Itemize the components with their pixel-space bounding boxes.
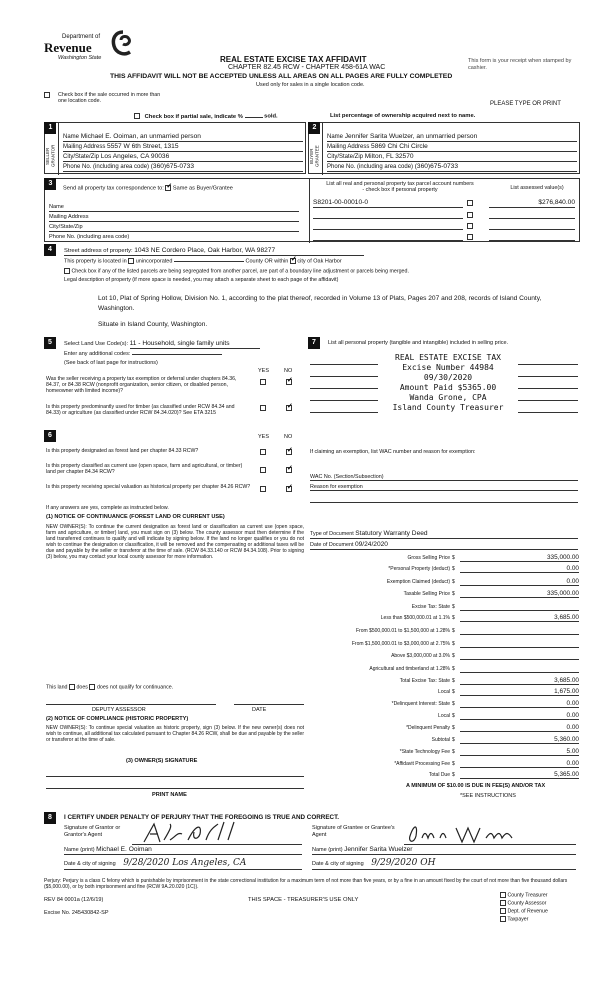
tax-row-value[interactable] xyxy=(460,652,579,660)
buyer-mail[interactable]: 5869 Chi Chi Circle xyxy=(371,143,428,150)
buyer-name-label: Name xyxy=(327,134,344,140)
tax-row xyxy=(310,724,580,733)
send-correspondence-label: Send all property tax correspondence to: xyxy=(63,185,164,192)
dollar-sign: $ xyxy=(452,604,455,610)
stamp-line-5: Wanda Grone, CPA xyxy=(409,393,487,402)
sold-label: sold. xyxy=(264,113,278,120)
tax-row xyxy=(310,736,580,745)
tax-row xyxy=(310,614,580,623)
street-address[interactable]: 1043 NE Cordero Place, Oak Harbor, WA 98277 xyxy=(134,247,276,254)
section-6-badge: 6 xyxy=(44,430,56,442)
owner-sig-label: (3) OWNER(S) SIGNATURE xyxy=(126,758,198,764)
tax-row-value[interactable]: 5.00 xyxy=(460,748,579,756)
date-doc-label: Date of Document xyxy=(310,542,354,548)
dollar-sign: $ xyxy=(452,566,455,572)
buyer-side-label: BUYER GRANTEE xyxy=(309,145,320,167)
sig-grantor-label: Signature of Grantor or Grantor's Agent xyxy=(64,825,121,838)
located-label: This property is located in xyxy=(64,258,127,265)
section-5-badge: 5 xyxy=(44,337,56,349)
form-title: REAL ESTATE EXCISE TAX AFFIDAVIT xyxy=(220,55,367,64)
copy-taxpayer-checkbox[interactable] xyxy=(500,916,506,922)
tax-row xyxy=(310,748,580,757)
county-field[interactable] xyxy=(174,261,244,262)
tax-row-value[interactable] xyxy=(460,640,579,648)
dollar-sign: $ xyxy=(452,725,455,731)
tax-row-label: Above $3,000,000 at 3.0% xyxy=(391,653,450,659)
seller-phone-label: Phone No. (including area code) xyxy=(63,164,150,170)
sec3-mail-label[interactable]: Mailing Address xyxy=(49,214,299,222)
additional-codes-label: Enter any additional codes: xyxy=(64,351,131,357)
s6-q1-no[interactable] xyxy=(286,449,292,455)
s5-q2-yes[interactable] xyxy=(260,405,266,411)
dollar-sign: $ xyxy=(452,615,455,621)
receipt-note: This form is your receipt when stamped by cashier. xyxy=(468,58,572,71)
grantee-date-label: Date & city of signing xyxy=(312,861,364,867)
copy-assessor: County Assessor xyxy=(507,900,547,907)
segregated-label: Check box if any of the listed parcels are being segregated from another parcel, are part of a boundary line adjustment or parcels being merged. xyxy=(71,268,409,275)
tax-row-value[interactable]: 0.00 xyxy=(460,712,579,720)
tax-row-label: Total Due xyxy=(428,772,450,778)
tax-row-label: From $1,500,000.01 to $3,000,000 at 2.75% xyxy=(351,641,450,647)
s6-no-header: NO xyxy=(284,434,293,440)
tax-row xyxy=(310,652,580,661)
s6-q3: Is this property receiving special valuation as historical property per chapter 84.26 RCW? xyxy=(46,484,251,490)
section-seller xyxy=(44,122,306,174)
s5-yes-header: YES xyxy=(258,368,270,374)
same-as-buyer-checkbox[interactable] xyxy=(165,185,171,191)
assessed-row-3[interactable] xyxy=(489,222,575,230)
tax-row-value[interactable] xyxy=(460,665,579,673)
buyer-city-label: City/State/Zip xyxy=(327,154,364,160)
rev-number: REV 84 0001a (12/6/19) xyxy=(44,897,104,903)
tax-row-label: Gross Selling Price xyxy=(407,555,450,561)
parcel-personal-checkbox-4[interactable] xyxy=(467,234,473,240)
tax-row-label: Subtotal xyxy=(431,737,450,743)
tax-row-label: *State Technology Fee xyxy=(399,749,450,755)
tax-row xyxy=(310,688,580,697)
seller-mail[interactable]: 5557 W 6th Street, 1315 xyxy=(107,143,179,150)
buyer-name[interactable]: Jennifer Sarita Wuelzer, an unmarried person xyxy=(344,133,478,140)
tax-row-value[interactable]: 3,685.00 xyxy=(460,614,579,622)
wac-label: WAC No. (Section/Subsection) xyxy=(310,474,384,480)
date-of-document[interactable]: 09/24/2020 xyxy=(354,541,388,548)
deputy-date-line[interactable] xyxy=(234,698,304,705)
tax-row xyxy=(310,554,580,563)
owner-sig-line[interactable] xyxy=(46,770,304,777)
tax-row-label: Local xyxy=(438,713,450,719)
county-or-label: County OR within xyxy=(245,258,289,265)
assessed-row-2[interactable] xyxy=(489,211,575,219)
s5-no-header: NO xyxy=(284,368,293,374)
s5-q1-yes[interactable] xyxy=(260,379,266,385)
dollar-sign: $ xyxy=(452,713,455,719)
seller-city-label: City/State/Zip xyxy=(63,154,100,160)
tax-row-label: *Affidavit Processing Fee xyxy=(394,761,450,767)
list-personal-label: List all personal property (tangible and intangible) included in selling price. xyxy=(328,340,509,346)
dor-swirl-icon xyxy=(110,30,136,58)
tax-row xyxy=(310,700,580,709)
tax-row-value[interactable]: 5,365.00 xyxy=(460,771,579,779)
tax-row-label: *Personal Property (deduct) xyxy=(388,566,450,572)
tax-row-label: *Delinquent Interest: State xyxy=(391,701,450,707)
parcel-personal-checkbox-1[interactable] xyxy=(467,200,473,206)
assessed-value[interactable]: $276,840.00 xyxy=(489,199,575,208)
perjury-text: Perjury: Perjury is a class C felony which is punishable by imprisonment in the state correctional institution for a maximum term of not more than five years, or by a fine in an amount fixed by the court of not more than five thousand dollars ($5,000.00), or by both imprisonment and fine (RCW 9A.20.020 (1C)). xyxy=(44,878,568,890)
parcel-row-3[interactable] xyxy=(313,222,463,230)
s6-q2: Is this property classified as current use (open space, farm and agricultural, or timber) land per chapter 84.34 RCW? xyxy=(46,463,243,476)
dollar-sign: $ xyxy=(452,701,455,707)
seller-name[interactable]: Michael E. Ooiman, an unmarried person xyxy=(80,133,201,140)
sec3-name-label[interactable]: Name xyxy=(49,204,299,212)
deputy-sig-line[interactable] xyxy=(46,698,216,705)
legal-label: Legal description of property (if more space is needed, you may attach a separate sheet to each page of the affidavit) xyxy=(64,277,339,283)
dollar-sign: $ xyxy=(452,641,455,647)
street-label: Street address of property: xyxy=(64,248,133,254)
unincorporated-checkbox[interactable] xyxy=(128,258,134,264)
tax-row xyxy=(310,603,580,612)
treasurer-space: THIS SPACE - TREASURER'S USE ONLY xyxy=(248,897,359,903)
does-not-label: does not qualify for continuance. xyxy=(96,684,174,691)
buyer-city[interactable]: Milton, FL 32570 xyxy=(364,153,414,160)
within-city-checkbox[interactable] xyxy=(290,258,296,264)
dollar-sign: $ xyxy=(452,689,455,695)
grantor-print-name[interactable]: Michael E. Ooiman xyxy=(96,846,152,853)
print-name-line[interactable] xyxy=(46,782,304,789)
dept-line1: Department of xyxy=(62,34,101,40)
assessed-header: List assessed value(s) xyxy=(510,185,564,191)
dor-logo xyxy=(44,34,144,70)
s5-q2-no[interactable] xyxy=(286,405,292,411)
parcel-row-2[interactable] xyxy=(313,211,463,219)
s6-q3-no[interactable] xyxy=(286,486,292,492)
dollar-sign: $ xyxy=(452,628,455,634)
parcel-personal-checkbox-2[interactable] xyxy=(467,212,473,218)
tax-row xyxy=(310,565,580,574)
section-5 xyxy=(44,337,306,427)
seller-phone[interactable]: (360)675-0733 xyxy=(150,163,194,170)
dollar-sign: $ xyxy=(452,761,455,767)
tax-row-value[interactable]: 335,000.00 xyxy=(460,590,579,598)
grantor-date-label: Date & city of signing xyxy=(64,861,116,867)
additional-codes-field[interactable] xyxy=(132,354,222,355)
partial-sale-label: Check box if partial sale, indicate % xyxy=(144,113,243,120)
dollar-sign: $ xyxy=(452,772,455,778)
seller-name-label: Name xyxy=(63,134,80,140)
section-3 xyxy=(44,178,580,242)
tax-row-value[interactable]: 0.00 xyxy=(460,565,579,573)
tax-row-value[interactable]: 0.00 xyxy=(460,578,579,586)
s6-q2-yes[interactable] xyxy=(260,467,266,473)
tax-row xyxy=(310,640,580,649)
copy-assessor-checkbox[interactable] xyxy=(500,900,506,906)
notice2-title: (2) NOTICE OF COMPLIANCE (HISTORIC PROPERTY) xyxy=(46,716,189,722)
excise-no: Excise No. 245430842-SP xyxy=(44,910,109,916)
copy-treasurer-checkbox[interactable] xyxy=(500,892,506,898)
notice1-text: NEW OWNER(S): To continue the current designation as forest land or classification as current use (open space, farm and agriculture, or timber) land, you must sign on (3) below. The county assessor must then determine if the land transferred continues to qualify and will indicate by signing below. If the land no longer qualifies or you do not wish to continue the designation or classification, it will be removed and the compensating or additional taxes will be due and payable by the seller or transferor at the time of sale. (RCW 84.33.140 or RCW 84.34.108). Prior to signing (3) below, you may contact your local county assessor for more information. xyxy=(46,524,304,560)
tax-row-value[interactable] xyxy=(460,627,579,635)
tax-row xyxy=(310,627,580,636)
grantor-name-label: Name (print) xyxy=(64,847,95,853)
grantee-signature xyxy=(404,820,534,846)
treasurer-stamp xyxy=(378,352,518,414)
s5-q2: Is this property predominantly used for timber (as classified under RCW 84.34 and 84.33) or agriculture (as classified under RCW 84.34.020)? See ETA 3215 xyxy=(46,404,235,417)
tax-row-label: Excise Tax: State xyxy=(411,604,450,610)
tax-row-value[interactable]: 1,675.00 xyxy=(460,688,579,696)
s6-q2-no[interactable] xyxy=(286,467,292,473)
sec3-phone-label[interactable]: Phone No. (including area code) xyxy=(49,234,299,242)
s6-q3-yes[interactable] xyxy=(260,486,266,492)
used-only: Used only for sales in a single location code. xyxy=(256,82,365,88)
land-does-label: This land xyxy=(46,684,68,691)
form-chapter: CHAPTER 82.45 RCW - CHAPTER 458-61A WAC xyxy=(228,64,386,71)
copy-distribution xyxy=(500,892,548,924)
section-8 xyxy=(44,812,580,872)
copy-taxpayer: Taxpayer xyxy=(507,916,529,923)
section-1-badge: 1 xyxy=(44,122,56,134)
multi-location-checkbox[interactable] xyxy=(44,92,50,98)
type-doc-label: Type of Document xyxy=(310,531,354,537)
perjury-notice xyxy=(44,878,580,890)
buyer-phone[interactable]: (360)675-0733 xyxy=(414,163,458,170)
land-does-checkbox[interactable] xyxy=(69,684,75,690)
legal-description[interactable]: Lot 10, Plat of Spring Hollow, Division No. 1, according to the plat thereof, recorded in Volume 13 of Plats, Pages 207 and 208, records of Island County, Washington. xyxy=(98,295,542,312)
tax-row xyxy=(310,578,580,587)
tax-row-value[interactable]: 0.00 xyxy=(460,700,579,708)
partial-sale-pct[interactable] xyxy=(245,117,263,118)
dept-line2: Revenue xyxy=(44,40,92,55)
seller-mail-label: Mailing Address xyxy=(63,144,106,150)
tax-row-label: Total Excise Tax: State xyxy=(399,678,450,684)
tax-row-value[interactable]: 5,360.00 xyxy=(460,736,579,744)
parcel-row-4[interactable] xyxy=(313,233,463,241)
see-instructions: *SEE INSTRUCTIONS xyxy=(460,793,516,799)
certify-line: I CERTIFY UNDER PENALTY OF PERJURY THAT THE FOREGOING IS TRUE AND CORRECT. xyxy=(64,814,339,821)
stamp-line-1: REAL ESTATE EXCISE TAX xyxy=(395,353,501,362)
buyer-phone-label: Phone No. (including area code) xyxy=(327,164,414,170)
tax-row-value[interactable] xyxy=(460,603,579,611)
tax-row xyxy=(310,665,580,674)
dollar-sign: $ xyxy=(452,749,455,755)
city-of-label: city of Oak Harbor xyxy=(297,258,342,265)
section-4-badge: 4 xyxy=(44,244,56,256)
s6-yes-header: YES xyxy=(258,434,270,440)
tax-row-label: Exemption Claimed (deduct) xyxy=(386,579,450,585)
tax-row xyxy=(310,677,580,686)
section-8-badge: 8 xyxy=(44,812,56,824)
warning-line: THIS AFFIDAVIT WILL NOT BE ACCEPTED UNLESS ALL AREAS ON ALL PAGES ARE FULLY COMPLETED xyxy=(110,73,453,80)
s6-q1-yes[interactable] xyxy=(260,449,266,455)
stamp-line-6: Island County Treasurer xyxy=(392,403,504,412)
land-use-code[interactable]: 11 - Household, single family units xyxy=(130,340,260,349)
section-2-badge: 2 xyxy=(308,122,320,134)
dollar-sign: $ xyxy=(452,579,455,585)
see-back-label: (See back of last page for instructions) xyxy=(64,360,158,366)
tax-row-label: Taxable Selling Price xyxy=(403,591,450,597)
grantee-name-label: Name (print) xyxy=(312,847,343,853)
partial-sale-row xyxy=(134,113,278,120)
land-does-not-checkbox[interactable] xyxy=(89,684,95,690)
deputy-assessor-label: DEPUTY ASSESSOR xyxy=(92,707,146,713)
parcel-personal-checkbox-3[interactable] xyxy=(467,223,473,229)
dollar-sign: $ xyxy=(452,678,455,684)
deputy-date-label: DATE xyxy=(252,707,267,713)
pct-ownership: List percentage of ownership acquired next to name. xyxy=(330,113,476,119)
tax-row-value[interactable]: 0.00 xyxy=(460,760,579,768)
section-buyer xyxy=(308,122,580,174)
claiming-label: If claiming an exemption, list WAC number and reason for exemption: xyxy=(310,449,476,455)
same-as-buyer-label: Same as Buyer/Grantee xyxy=(172,185,233,192)
grantee-print-name[interactable]: Jennifer Sarita Wuelzer xyxy=(344,846,413,853)
grantor-date-city[interactable]: 9/28/2020 Los Angeles, CA xyxy=(123,858,247,868)
multi-location-label: Check box if the sale occurred in more than one location code. xyxy=(58,92,161,105)
tax-row xyxy=(310,590,580,599)
reason-label: Reason for exemption xyxy=(310,484,363,490)
section-6 xyxy=(44,430,306,830)
unincorporated-label: unincorporated xyxy=(135,258,173,265)
s5-q1-no[interactable] xyxy=(286,379,292,385)
notice2-text: NEW OWNER(S): To continue special valuation as historic property, sign (3) below. If the new owner(s) does not wish to continue, all additional tax calculated pursuant to Chapter 84.26 RCW, shall be due and payable by the seller or transferor at the time of sale. xyxy=(46,725,304,743)
stamp-line-3: 09/30/2020 xyxy=(423,373,473,382)
grantee-date-city[interactable]: 9/29/2020 OH xyxy=(371,858,436,868)
buyer-mail-label: Mailing Address xyxy=(327,144,370,150)
assessed-row-4[interactable] xyxy=(489,233,575,241)
min-due-label: A MINIMUM OF $10.00 IS DUE IN FEE(S) AND/OR TAX xyxy=(406,783,546,789)
dept-line3: Washington State xyxy=(58,55,102,61)
grantor-signature xyxy=(140,820,250,846)
does-label: does xyxy=(76,684,88,691)
stamp-line-4: Amount Paid $5365.00 xyxy=(399,383,497,392)
dollar-sign: $ xyxy=(452,653,455,659)
partial-sale-checkbox[interactable] xyxy=(134,113,140,119)
tax-row xyxy=(310,760,580,769)
situate-line[interactable]: Situate in Island County, Washington. xyxy=(98,321,208,328)
dollar-sign: $ xyxy=(452,555,455,561)
tax-row-value[interactable]: 0.00 xyxy=(460,724,579,732)
dollar-sign: $ xyxy=(452,666,455,672)
dollar-sign: $ xyxy=(452,591,455,597)
notice1-title: (1) NOTICE OF CONTINUANCE (FOREST LAND OR CURRENT USE) xyxy=(46,514,225,520)
copy-dor-checkbox[interactable] xyxy=(500,908,506,914)
land-use-label: Select Land Use Code(s): xyxy=(64,341,129,347)
seller-side-label: SELLER GRANTOR xyxy=(45,144,56,168)
parcel-number[interactable]: S8201-00-00010-0 xyxy=(313,199,463,208)
seller-city[interactable]: Los Angeles, CA 90036 xyxy=(100,153,170,160)
segregated-checkbox[interactable] xyxy=(64,268,70,274)
tax-row xyxy=(310,771,580,780)
s6-q1: Is this property designated as forest land per chapter 84.33 RCW? xyxy=(46,448,199,454)
tax-row-label: *Delinquent Penalty xyxy=(406,725,450,731)
please-type: PLEASE TYPE OR PRINT xyxy=(490,101,561,107)
type-of-document[interactable]: Statutory Warranty Deed xyxy=(355,530,428,537)
section-4 xyxy=(44,244,580,334)
s5-q1: Was the seller receiving a property tax exemption or deferral under chapters 84.36, 84.37, or 84.38 RCW (nonprofit organization, senior citizen, or disabled person, homeowner with limited income)? xyxy=(46,376,237,395)
print-name-label: PRINT NAME xyxy=(152,792,187,798)
copy-treasurer: County Treasurer xyxy=(507,892,548,899)
tax-row-label: From $500,000.01 to $1,500,000 at 1.28% xyxy=(356,628,450,634)
sig-grantee-label: Signature of Grantee or Grantee's Agent xyxy=(312,825,395,838)
tax-row-value[interactable]: 335,000.00 xyxy=(460,554,579,562)
tax-row-label: Less than $500,000.01 at 1.1% xyxy=(380,615,450,621)
parcel-list-header: List all real and personal property tax parcel account numbers - check box if personal property xyxy=(326,181,474,194)
tax-row xyxy=(310,712,580,721)
dollar-sign: $ xyxy=(452,737,455,743)
if-yes-label: If any answers are yes, complete as instructed below. xyxy=(46,505,169,511)
sec3-city-label[interactable]: City/State/Zip xyxy=(49,224,299,232)
tax-row-label: Local xyxy=(438,689,450,695)
tax-row-label: Agricultural and timberland at 1.28% xyxy=(369,666,450,672)
section-7-badge: 7 xyxy=(308,337,320,349)
stamp-line-2: Excise Number 44984 xyxy=(402,363,494,372)
section-3-badge: 3 xyxy=(44,178,56,190)
copy-dor: Dept. of Revenue xyxy=(507,908,548,915)
tax-row-value[interactable]: 3,685.00 xyxy=(460,677,579,685)
